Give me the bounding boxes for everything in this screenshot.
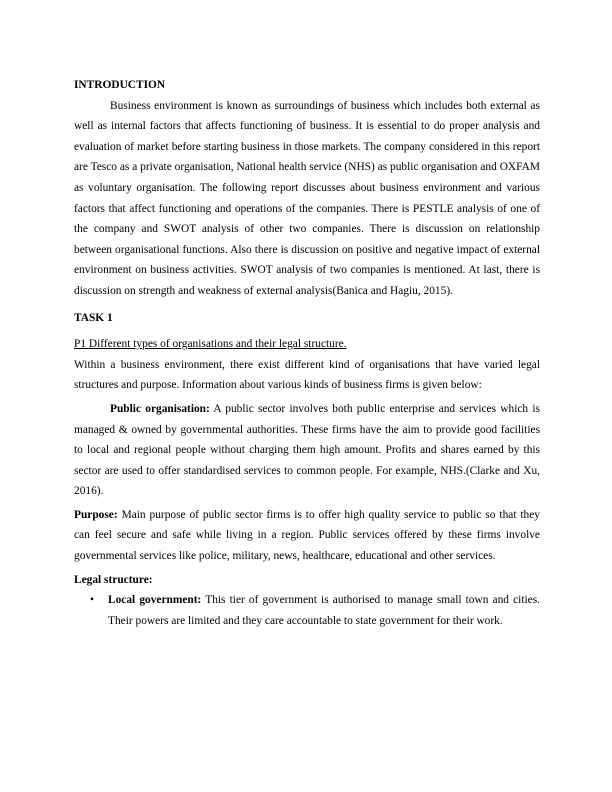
list-item [74, 590, 540, 631]
public-organisation-label: Public organisation: [110, 402, 210, 415]
purpose-text: Main purpose of public sector firms is to offer high quality service to public so that they can feel secure and safe while living in a region. Public services offered by these firms involve governmental services like police, military, news, healthcare, educational and other services. [74, 508, 540, 563]
bullet-icon: • [90, 594, 94, 607]
purpose-paragraph [74, 505, 540, 567]
purpose-label: Purpose: [74, 508, 118, 521]
p1-subheading: P1 Different types of organisations and their legal structure. [74, 338, 347, 351]
public-organisation-text: A public sector involves both public enterprise and services which is managed & owned by governmental authorities. These firms have the aim to provide good facilities to local and regional people without charging them high amount. Profits and shares earned by this sector are used to offer standardised services to common people. For example, NHS.(Clarke and Xu, 2016). [74, 402, 540, 498]
local-government-label: Local government: [108, 594, 202, 607]
introduction-paragraph: Business environment is known as surroundings of business which includes both external as well as internal factors that affects functioning of business. It is essential to do proper analysis and evaluation of market before starting business in those markets. The company considered in this report are Tesco as a private organisation, National health service (NHS) as public organisation and OXFAM as voluntary organisation. The following report discusses about business environment and various factors that affect functioning and operations of the companies. There is PESTLE analysis of one of the company and SWOT analysis of other two companies. There is discussion on relationship between organisational functions. Also there is discussion on positive and negative impact of external environment on business activities. SWOT analysis of two companies is mentioned. At last, there is discussion on strength and weakness of external analysis(Banica and Hagiu, 2015). [74, 99, 540, 297]
task-heading: TASK 1 [74, 311, 113, 324]
page-content [74, 75, 540, 631]
public-organisation-paragraph [74, 399, 540, 502]
legal-structure-heading: Legal structure: [74, 573, 153, 586]
introduction-heading: INTRODUCTION [74, 79, 166, 91]
local-government-text: This tier of government is authorised to manage small town and cities. Their powers are limited and they care accountable to state government for their work. [108, 594, 540, 627]
legal-structure-list [74, 590, 540, 631]
section-subheading [74, 334, 540, 355]
organisations-intro-paragraph: Within a business environment, there exist different kind of organisations that have varied legal structures and purpose. Information about various kinds of business firms is given below: [74, 358, 540, 392]
